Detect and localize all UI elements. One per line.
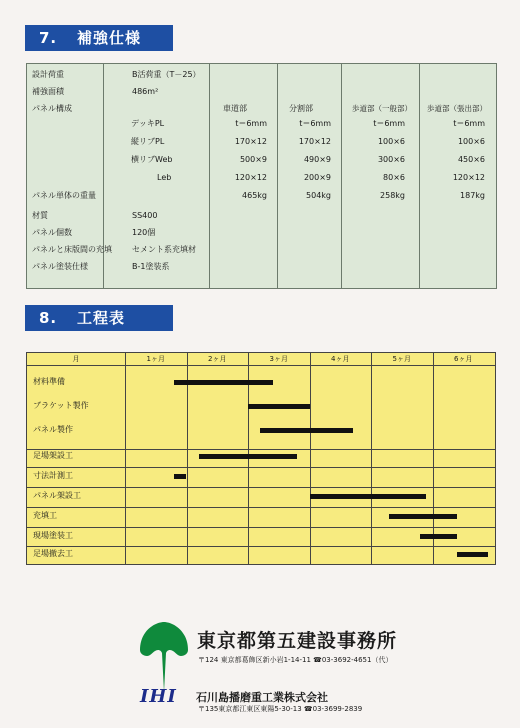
month-header: 3ヶ月 [269,355,288,363]
spec-value-panel-count: 120個 [132,228,156,237]
part-value: t＝6mm [453,119,485,128]
task-label: パネル製作 [33,425,73,434]
part-name: 縦リブPL [131,137,165,146]
task-label: 寸法計測工 [33,471,73,480]
tokyo-emblem-icon [136,620,192,694]
part-value: 100×6 [377,137,405,146]
spec-row-label: パネル構成 [32,104,72,113]
org-ihi-address: 〒135東京都江東区東陽5-30-13 ☎03-3699-2839 [198,705,363,713]
part-value: 200×9 [303,173,331,182]
spec-value-area: 486m² [132,87,159,96]
month-header: 6ヶ月 [454,355,473,363]
org-tokyo-office: 東京都第五建設事務所 [197,630,398,652]
part-value: 450×6 [457,155,485,164]
spec-table [26,63,497,289]
task-label: 現場塗装工 [33,531,73,540]
part-name: Leb [157,173,172,182]
section-7-title: 補強仕様 [77,29,142,47]
task-label: 充填工 [33,511,57,520]
task-bar [248,404,310,409]
part-name: 横リブWeb [131,155,173,164]
task-label: 足場架設工 [33,451,73,460]
month-header: 4ヶ月 [331,355,350,363]
task-label: 材料準備 [33,377,65,386]
column-header-sidewalk-overhang: 歩道部（張出部） [427,104,487,113]
part-value: t＝6mm [373,119,405,128]
part-value: 170×12 [234,137,267,146]
weight-value: 465kg [242,191,267,200]
part-value: 100×6 [457,137,485,146]
column-header-sidewalk-general: 歩道部（一般部） [352,104,412,113]
spec-row-label: パネルと床版間の充填 [32,245,112,254]
section-8-title: 工程表 [77,309,126,327]
part-value: 120×12 [234,173,267,182]
spec-row-label: パネル単体の重量 [32,191,96,200]
column-header-split: 分割部 [289,104,313,113]
task-label: ブラケット製作 [33,401,89,410]
gantt-header-row [27,353,495,366]
part-value: t＝6mm [235,119,267,128]
section-8-number: 8. [39,309,58,327]
spec-value-material: SS400 [132,211,158,220]
section-8-header [25,305,173,331]
task-bar [389,514,457,519]
part-name: デッキPL [131,119,165,128]
spec-row-label: パネル塗装仕様 [32,262,88,271]
schedule-gantt [26,352,496,565]
task-bar [174,380,272,385]
spec-row-label: 補強面積 [32,87,64,96]
ihi-logo: IHI [140,686,177,707]
task-bar [199,454,297,459]
spec-row-label: 材質 [32,211,48,220]
part-value: 300×6 [377,155,405,164]
org-tokyo-address: 〒124 東京都葛飾区新小岩1-14-11 ☎03-3692-4651（代） [198,656,393,664]
task-bar [174,474,186,479]
spec-value-design-load: B活荷重（T－25） [132,70,201,79]
task-bar [260,428,352,433]
part-value: 500×9 [239,155,267,164]
section-7-number: 7. [39,29,58,47]
spec-row-label: パネル個数 [32,228,72,237]
part-value: 490×9 [303,155,331,164]
weight-value: 258kg [380,191,405,200]
month-header: 2ヶ月 [208,355,227,363]
section-7-header [25,25,173,51]
part-value: t＝6mm [299,119,331,128]
task-bar [457,552,488,557]
month-header: 5ヶ月 [392,355,411,363]
task-bar [420,534,457,539]
month-column-header: 月 [72,355,80,363]
part-value: 80×6 [383,173,405,182]
weight-value: 187kg [460,191,485,200]
spec-row-label: 設計荷重 [32,70,64,79]
weight-value: 504kg [306,191,331,200]
part-value: 170×12 [298,137,331,146]
org-ihi-name: 石川島播磨重工業株式会社 [196,691,328,704]
task-bar [310,494,427,499]
spec-value-coating: B-1塗装系 [132,262,170,271]
task-label: 足場撤去工 [33,549,73,558]
month-header: 1ヶ月 [146,355,165,363]
task-label: パネル架設工 [33,491,81,500]
spec-value-filler: セメント系充填材 [132,245,196,254]
column-header-roadway: 車道部 [223,104,247,113]
part-value: 120×12 [452,173,485,182]
